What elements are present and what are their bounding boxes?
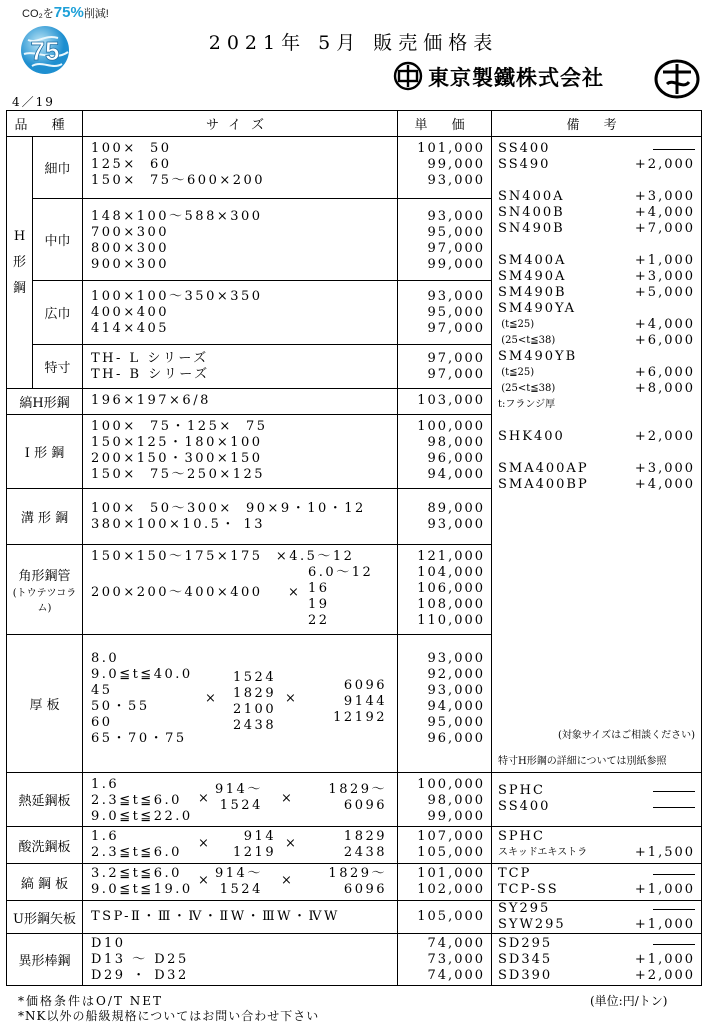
surcharge-value: +3,000 xyxy=(634,461,696,476)
remark-row xyxy=(498,205,695,221)
price-cell xyxy=(398,545,492,635)
grade-name: (t≦25) xyxy=(498,367,535,378)
remark-row xyxy=(498,301,695,317)
remarks-cell-sheetpile xyxy=(492,901,702,934)
list-line: 94,000 xyxy=(427,467,486,482)
surcharge-value: +2,000 xyxy=(634,429,696,444)
remark-row xyxy=(498,882,695,898)
price-cell xyxy=(398,345,492,389)
list-line: 100,000 xyxy=(417,777,486,792)
remark-row xyxy=(498,189,695,205)
list-line: 150× 75～600×200 xyxy=(91,173,266,188)
remark-row xyxy=(498,397,695,413)
remark-note: 特寸H形鋼の詳細については別紙参照 xyxy=(498,756,667,767)
category-label: 縞 鋼 板 xyxy=(7,864,83,901)
page-title: 2021年 5月 販売価格表 xyxy=(208,32,499,54)
remarks-cell-rebar xyxy=(492,934,702,986)
list-line: 93,000 xyxy=(427,517,486,532)
list-line: 2438 xyxy=(233,718,277,733)
list-line: 900×300 xyxy=(91,257,170,272)
no-surcharge-dash xyxy=(653,944,695,952)
no-surcharge-dash xyxy=(653,149,695,157)
surcharge-value: +4,000 xyxy=(634,317,696,332)
list-line: TSP-Ⅱ・Ⅲ・Ⅳ・ⅡW・ⅢW・ⅣW xyxy=(91,909,340,924)
list-line: 65・70・75 xyxy=(91,731,187,746)
surcharge-value: +4,000 xyxy=(634,205,696,220)
list-line: 100×100～350×350 xyxy=(91,289,263,304)
remark-row xyxy=(498,285,695,301)
surcharge-value: +1,000 xyxy=(634,952,696,967)
surcharge-value: +7,000 xyxy=(634,221,696,236)
list-line: 200×150・300×150 xyxy=(91,451,263,466)
list-line: 9.0≦t≦22.0 xyxy=(91,809,193,824)
no-surcharge-dash xyxy=(653,807,695,815)
remark-row xyxy=(498,783,695,799)
list-line: 22 xyxy=(308,613,330,628)
surcharge-value: +1,500 xyxy=(634,845,696,860)
remark-row xyxy=(498,269,695,285)
unit-label: (単位:円/トン) xyxy=(590,994,668,1008)
remarks-cell-h-group xyxy=(492,137,702,773)
list-line: 103,000 xyxy=(417,393,486,408)
surcharge-value: +5,000 xyxy=(634,285,696,300)
list-line: TH- B シリーズ xyxy=(91,367,210,382)
list-line: 196×197×6/8 xyxy=(91,393,211,408)
list-line: 106,000 xyxy=(417,581,486,596)
no-surcharge-dash xyxy=(653,909,695,917)
list-line: 98,000 xyxy=(427,435,486,450)
grade-name: SD345 xyxy=(498,952,553,967)
table-header-row xyxy=(7,111,702,137)
list-line: 100× 75・125× 75 xyxy=(91,419,268,434)
list-line: 6096 xyxy=(343,882,388,897)
list-line: 95,000 xyxy=(427,715,486,730)
list-line: 914 xyxy=(243,829,277,844)
column-header-kind: 品 種 xyxy=(7,111,83,137)
list-line: 100× 50～300× 90×9・10・12 xyxy=(91,501,366,516)
list-line: 16 xyxy=(308,581,330,596)
grade-name: SMA400BP xyxy=(498,477,589,492)
size-cell xyxy=(83,489,398,545)
list-line: 700×300 xyxy=(91,225,170,240)
surcharge-value: +6,000 xyxy=(634,365,696,380)
list-line: 6.0～12 xyxy=(308,565,374,580)
subcategory-label: 中巾 xyxy=(33,199,83,281)
grade-name: SN400B xyxy=(498,205,565,220)
list-line: TH- L シリーズ xyxy=(91,351,209,366)
remark-row xyxy=(498,952,695,968)
list-line: 1524 xyxy=(219,882,263,897)
list-line: 97,000 xyxy=(427,367,486,382)
list-line: 74,000 xyxy=(427,936,486,951)
list-line: 9144 xyxy=(343,694,388,709)
list-line: D29 ・ D32 xyxy=(91,968,189,983)
subcategory-label: 特寸 xyxy=(33,345,83,389)
list-line: 1.6 xyxy=(91,829,120,844)
price-cell xyxy=(398,773,492,827)
list-line: 400×400 xyxy=(91,305,170,320)
price-cell xyxy=(398,901,492,934)
category-h-beam: H 形 鋼 xyxy=(7,137,33,389)
price-table xyxy=(6,110,702,986)
grade-name: SPHC xyxy=(498,783,545,798)
list-line: 1219 xyxy=(233,845,277,860)
column-header-size: サイズ xyxy=(83,111,398,137)
list-line: 8.0 xyxy=(91,651,120,666)
list-line: 99,000 xyxy=(427,157,486,172)
list-line: 93,000 xyxy=(427,209,486,224)
surcharge-value: +2,000 xyxy=(634,968,696,983)
category-label: U形鋼矢板 xyxy=(7,901,83,934)
list-line: 105,000 xyxy=(417,845,486,860)
remark-row xyxy=(498,799,695,815)
category-label: 異形棒鋼 xyxy=(7,934,83,986)
size-cell: 150×150～175×175 ×4.5～12 200×200～400×400 × 6.0～12 16 19 22 xyxy=(83,545,398,635)
list-line: 45 xyxy=(91,683,113,698)
surcharge-value: +1,000 xyxy=(634,882,696,897)
list-line: 150× 75～250×125 xyxy=(91,467,266,482)
remark-row xyxy=(498,141,695,157)
category-label: 酸洗鋼板 xyxy=(7,827,83,864)
list-line: 74,000 xyxy=(427,968,486,983)
company-emblem-icon xyxy=(393,61,423,91)
list-line: 99,000 xyxy=(427,257,486,272)
list-line: 2438 xyxy=(343,845,388,860)
grade-name: SY295 xyxy=(498,901,551,916)
remark-row xyxy=(498,866,695,882)
list-line: 96,000 xyxy=(427,731,486,746)
remark-row xyxy=(498,445,695,461)
list-line: 2.3≦t≦6.0 xyxy=(91,793,182,808)
list-line: 92,000 xyxy=(427,667,486,682)
list-line: 95,000 xyxy=(427,305,486,320)
table-row xyxy=(7,137,702,199)
category-label: 縞H形鋼 xyxy=(7,389,83,415)
list-line: D10 xyxy=(91,936,126,951)
remark-row xyxy=(498,936,695,952)
list-line: 1.6 xyxy=(91,777,120,792)
size-cell xyxy=(83,199,398,281)
footnote-price-terms: *価格条件はO/T NET xyxy=(18,994,163,1008)
price-cell xyxy=(398,199,492,281)
grade-name: TCP-SS xyxy=(498,882,559,897)
grade-name: SN490B xyxy=(498,221,565,236)
footnote-class-inquiry: *NK以外の船級規格についてはお問い合わせ下さい xyxy=(18,1009,320,1023)
surcharge-value: +3,000 xyxy=(634,269,696,284)
grade-name: SM400A xyxy=(498,253,567,268)
eco-logo-caption xyxy=(22,4,109,21)
category-label: 溝 形 鋼 xyxy=(7,489,83,545)
size-cell: 3.2≦t≦6.0 9.0≦t≦19.0 × 914～ 1524 × 1829～ 6096 xyxy=(83,864,398,901)
list-line: 100× 50 xyxy=(91,141,172,156)
grade-name: SM490B xyxy=(498,285,567,300)
list-line: 6096 xyxy=(343,798,388,813)
list-line: D13 ～ D25 xyxy=(91,952,189,967)
list-line: 121,000 xyxy=(417,549,486,564)
category-label: I 形 鋼 xyxy=(7,415,83,489)
table-row xyxy=(7,934,702,986)
list-line: 1829 xyxy=(343,829,388,844)
remarks-cell-checker xyxy=(492,864,702,901)
list-line: 97,000 xyxy=(427,321,486,336)
no-surcharge-dash xyxy=(653,791,695,799)
remarks-cell-pickled xyxy=(492,827,702,864)
list-line: 101,000 xyxy=(417,866,486,881)
size-cell xyxy=(83,281,398,345)
list-line: 93,000 xyxy=(427,683,486,698)
size-cell: 1.6 2.3≦t≦6.0 × 914 1219 × 1829 2438 xyxy=(83,827,398,864)
size-cell xyxy=(83,345,398,389)
grade-name: SHK400 xyxy=(498,429,565,444)
eco-logo-percent: 75% xyxy=(53,4,84,21)
surcharge-value: +8,000 xyxy=(634,381,696,396)
list-line: 125× 60 xyxy=(91,157,172,172)
remark-row xyxy=(498,477,695,493)
list-line: 93,000 xyxy=(427,289,486,304)
subcategory-label: 細巾 xyxy=(33,137,83,199)
remarks-cell-hot xyxy=(492,773,702,827)
remark-row xyxy=(498,333,695,349)
remark-note: (対象サイズはご相談ください) xyxy=(558,730,696,741)
price-cell xyxy=(398,864,492,901)
grade-name: SS400 xyxy=(498,799,551,814)
remark-row xyxy=(498,237,695,253)
surcharge-value: +2,000 xyxy=(634,157,696,172)
remark-row xyxy=(498,845,695,861)
list-line: 414×405 xyxy=(91,321,170,336)
list-line: 148×100～588×300 xyxy=(91,209,263,224)
list-line: 108,000 xyxy=(417,597,486,612)
table-row xyxy=(7,773,702,827)
list-line: 9.0≦t≦40.0 xyxy=(91,667,193,682)
remark-row xyxy=(498,157,695,173)
size-cell xyxy=(83,389,398,415)
list-line: 9.0≦t≦19.0 xyxy=(91,882,193,897)
list-line: 3.2≦t≦6.0 xyxy=(91,866,182,881)
category-label: 厚 板 xyxy=(7,635,83,773)
company-name: 東京製鐵株式会社 xyxy=(428,66,604,90)
list-line: 94,000 xyxy=(427,699,486,714)
table-row xyxy=(7,827,702,864)
remark-row xyxy=(498,829,695,845)
remark-row xyxy=(498,917,695,933)
subcategory-label: 広巾 xyxy=(33,281,83,345)
list-line: 800×300 xyxy=(91,241,170,256)
list-line: 107,000 xyxy=(417,829,486,844)
surcharge-value: +3,000 xyxy=(634,189,696,204)
size-cell xyxy=(83,137,398,199)
eco-badge-number: 75 xyxy=(30,36,60,66)
remark-row xyxy=(498,317,695,333)
grade-name: SN400A xyxy=(498,189,565,204)
grade-name: SPHC xyxy=(498,829,545,844)
list-line: 914～ xyxy=(215,866,263,881)
price-cell xyxy=(398,635,492,773)
list-line: 102,000 xyxy=(417,882,486,897)
list-line: 93,000 xyxy=(427,651,486,666)
price-cell xyxy=(398,934,492,986)
list-line: 1829～ xyxy=(328,866,388,881)
remark-row xyxy=(498,349,695,365)
price-cell xyxy=(398,415,492,489)
column-header-remarks: 備 考 xyxy=(492,111,702,137)
grade-name: SS400 xyxy=(498,141,551,156)
no-surcharge-dash xyxy=(653,874,695,882)
remark-row xyxy=(498,221,695,237)
grade-name: SM490YA xyxy=(498,301,577,316)
issue-date: 4／19 xyxy=(12,95,55,109)
list-line: 2100 xyxy=(233,702,277,717)
table-row xyxy=(7,901,702,934)
grade-name: SM490YB xyxy=(498,349,578,364)
list-line: 2.3≦t≦6.0 xyxy=(91,845,182,860)
list-line: 6096 xyxy=(343,678,388,693)
eco-logo-suffix: 削減! xyxy=(83,8,109,20)
list-line: 93,000 xyxy=(427,173,486,188)
list-line: 101,000 xyxy=(417,141,486,156)
grade-name: (25<t≦38) xyxy=(498,335,556,346)
list-line: 105,000 xyxy=(417,909,486,924)
grade-name: TCP xyxy=(498,866,532,881)
table-row xyxy=(7,864,702,901)
list-line: 95,000 xyxy=(427,225,486,240)
remark-row xyxy=(498,173,695,189)
list-line: 150×125・180×100 xyxy=(91,435,263,450)
grade-name: SYW295 xyxy=(498,917,566,932)
category-label: 熱延鋼板 xyxy=(7,773,83,827)
grade-name: SMA400AP xyxy=(498,461,589,476)
grade-name: SM490A xyxy=(498,269,567,284)
list-line: 73,000 xyxy=(427,952,486,967)
list-line: 1524 xyxy=(233,670,277,685)
grade-name: (25<t≦38) xyxy=(498,383,556,394)
remark-row xyxy=(498,968,695,984)
grade-name: t:フランジ厚 xyxy=(498,399,556,410)
size-cell xyxy=(83,901,398,934)
company-mark-icon xyxy=(653,58,701,100)
list-line: 99,000 xyxy=(427,809,486,824)
list-line: 12192 xyxy=(333,710,388,725)
list-line: 97,000 xyxy=(427,351,486,366)
list-line: 914～ xyxy=(215,782,263,797)
size-cell: 1.6 2.3≦t≦6.0 9.0≦t≦22.0 × 914～ 1524 × 1829～ 6096 xyxy=(83,773,398,827)
list-line: 96,000 xyxy=(427,451,486,466)
eco-logo-prefix: CO₂を xyxy=(22,8,54,20)
list-line: 380×100×10.5・ 13 xyxy=(91,517,266,532)
remark-row xyxy=(498,461,695,477)
size-cell xyxy=(83,415,398,489)
price-cell xyxy=(398,489,492,545)
column-header-price: 単 価 xyxy=(398,111,492,137)
list-line: 100,000 xyxy=(417,419,486,434)
grade-name: (t≦25) xyxy=(498,319,535,330)
list-line: 97,000 xyxy=(427,241,486,256)
list-line: 89,000 xyxy=(427,501,486,516)
remark-row xyxy=(498,901,695,917)
remark-row xyxy=(498,413,695,429)
price-cell xyxy=(398,827,492,864)
surcharge-value: +1,000 xyxy=(634,917,696,932)
list-line: 19 xyxy=(308,597,330,612)
list-line: 98,000 xyxy=(427,793,486,808)
remark-row xyxy=(498,429,695,445)
grade-name: SD390 xyxy=(498,968,553,983)
grade-name: SD295 xyxy=(498,936,553,951)
surcharge-value: +6,000 xyxy=(634,333,696,348)
grade-name: スキッドエキストラ xyxy=(498,847,588,858)
list-line: 50・55 xyxy=(91,699,150,714)
category-label: 角形鋼管 (トウテツコラム) xyxy=(7,545,83,635)
list-line: 1829～ xyxy=(328,782,388,797)
remark-row xyxy=(498,253,695,269)
grade-name: SS490 xyxy=(498,157,551,172)
price-cell xyxy=(398,389,492,415)
list-line: 1524 xyxy=(219,798,263,813)
size-cell: 8.0 9.0≦t≦40.0 45 50・55 60 65・70・75 × 1524 1829 2100 2438 × 6096 9144 12192 xyxy=(83,635,398,773)
size-cell xyxy=(83,934,398,986)
list-line: 104,000 xyxy=(417,565,486,580)
list-line: 60 xyxy=(91,715,113,730)
list-line: 110,000 xyxy=(417,613,486,628)
remark-row xyxy=(498,381,695,397)
price-cell xyxy=(398,281,492,345)
surcharge-value: +4,000 xyxy=(634,477,696,492)
list-line: 1829 xyxy=(233,686,277,701)
price-cell xyxy=(398,137,492,199)
remark-row xyxy=(498,365,695,381)
surcharge-value: +1,000 xyxy=(634,253,696,268)
